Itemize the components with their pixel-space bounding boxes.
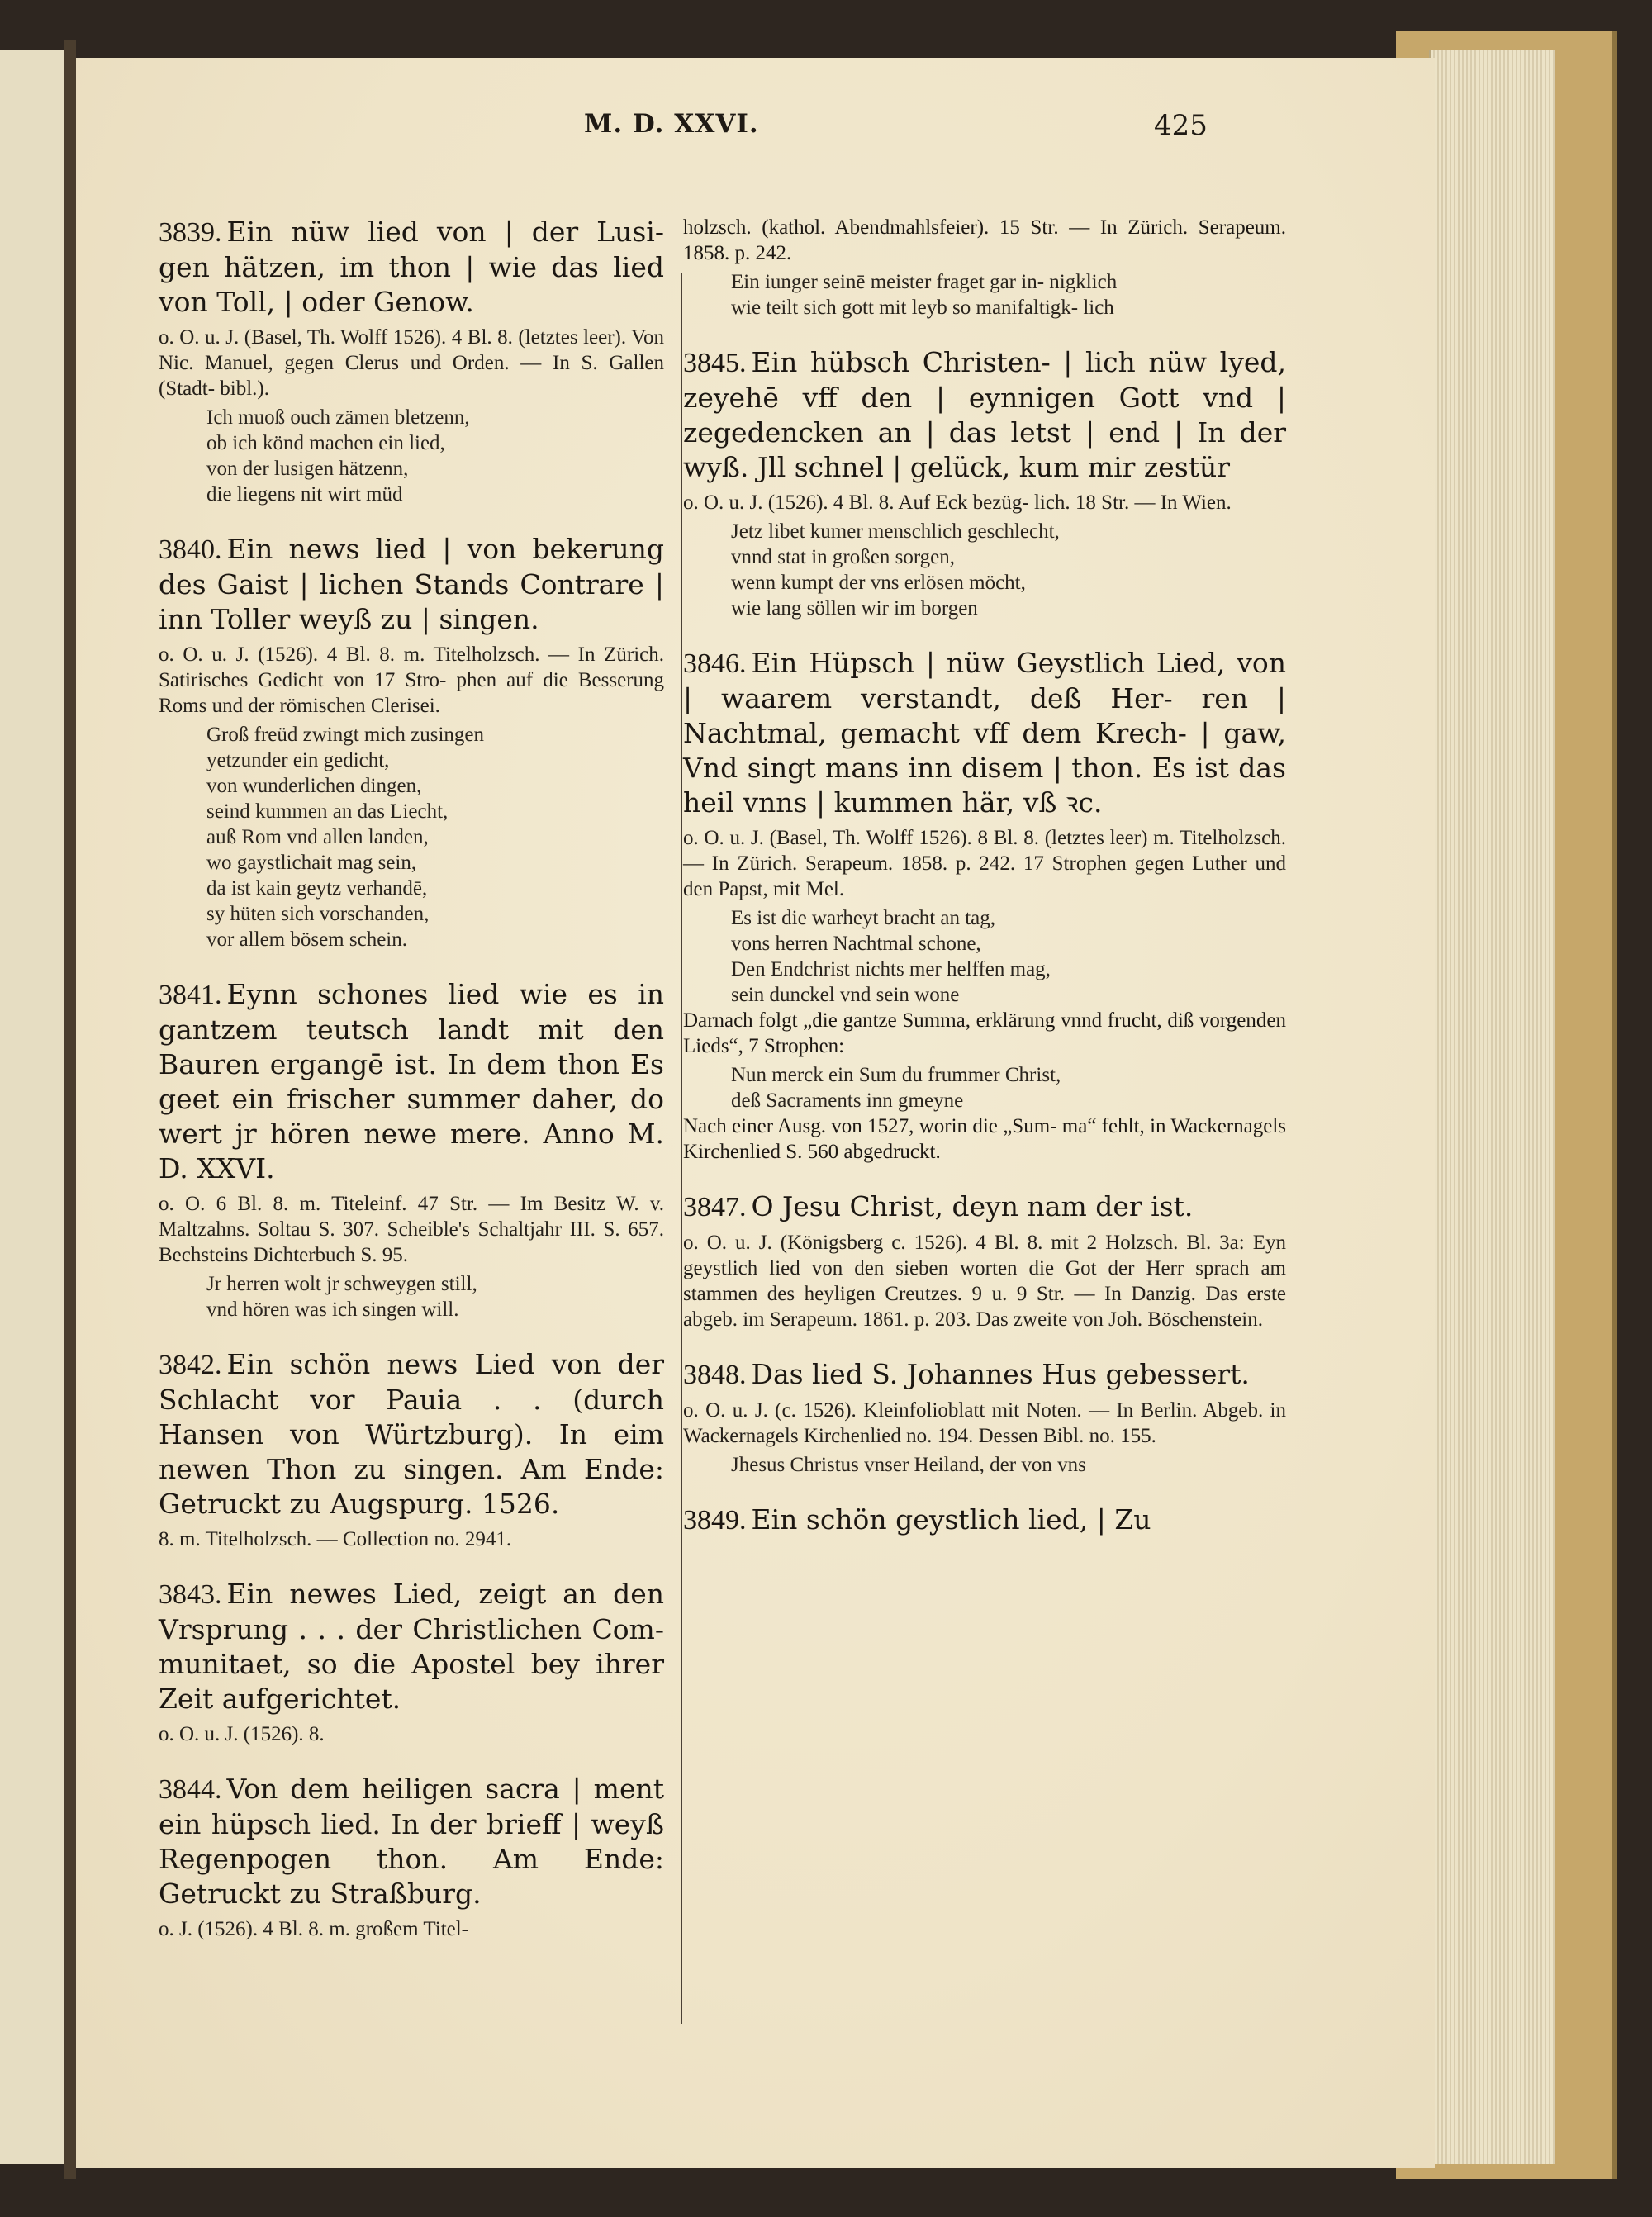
entry-note: o. O. u. J. (1526). 8.: [159, 1723, 325, 1745]
entry-number: 3842.: [159, 1350, 222, 1380]
entry-note: o. O. u. J. (c. 1526). Kleinfolioblatt mit Noten. — In Berlin. Abgeb. in Wackernagels Kirchenlied no. 194. Dessen Bibl. no. 155.: [683, 1399, 1286, 1447]
quote-line: sy hüten sich vorschanden,: [206, 903, 430, 925]
quote-line: Es ist die warheyt bracht an tag,: [731, 907, 996, 929]
entry-title: Von dem heiligen sacra | ment ein hüpsch lied. In der brieff | weyß Regenpogen thon. Am Ende: Getruckt zu Straßburg.: [159, 1773, 664, 1910]
continuation-note: holzsch. (kathol. Abendmahlsfeier). 15 Str. — In Zürich. Serapeum. 1858. p. 242.: [683, 216, 1286, 264]
entry-number: 3840.: [159, 534, 222, 565]
entry-title: Ein schön geystlich lied, | Zu: [751, 1503, 1151, 1536]
quote-line: wie lang söllen wir im borgen: [731, 597, 978, 620]
entry-3845: [683, 345, 1286, 621]
page-number: 425: [1154, 109, 1208, 142]
entry-number: 3848.: [683, 1360, 747, 1390]
quote-line: deß Sacraments inn gmeyne: [731, 1090, 964, 1112]
book-page: [76, 58, 1435, 2168]
entry-number: 3839.: [159, 217, 222, 248]
quote-line: da ist kain geytz verhandē,: [206, 877, 428, 900]
quote-line: Ich muoß ouch zämen bletzenn,: [206, 406, 470, 429]
entry-number: 3845.: [683, 348, 747, 378]
quote-line: Jhesus Christus vnser Heiland, der von vns: [731, 1454, 1086, 1476]
quote-line: vnd hören was ich singen will.: [206, 1298, 459, 1321]
quote-line: auß Rom vnd allen landen,: [206, 826, 429, 848]
quote-line: von der lusigen hätzenn,: [206, 458, 409, 480]
entry-note: 8. m. Titelholzsch. — Collection no. 2941.: [159, 1528, 512, 1550]
quote-line: Nun merck ein Sum du frummer Christ,: [731, 1064, 1061, 1086]
entry-title: O Jesu Christ, deyn nam der ist.: [751, 1190, 1194, 1222]
left-page-edge: [0, 50, 67, 2164]
entry-3849: [683, 1503, 1286, 1538]
entry-quote: [206, 405, 664, 507]
entry-quote: [731, 1452, 1286, 1478]
entry-3844: [159, 1772, 664, 1942]
quote-line: Groß freüd zwingt mich zusingen: [206, 724, 485, 746]
entry-3842: [159, 1347, 664, 1552]
entry-3846: [683, 646, 1286, 1165]
right-column: [683, 215, 1286, 1563]
entry-title: Eynn schones lied wie es in gantzem teutsch landt mit den Bauren ergangē ist. In dem thon Es geet ein frischer summer daher, do wert jr hören newe mere. Anno M. D. XXVI.: [159, 978, 664, 1184]
entry-number: 3843.: [159, 1579, 222, 1610]
left-column: [159, 215, 664, 1967]
entry-note: o. J. (1526). 4 Bl. 8. m. großem Titel-: [159, 1918, 469, 1940]
entry-note-summa: Darnach folgt „die gantze Summa, erklärung vnnd frucht, diß vorgenden Lieds“, 7 Strophen:: [683, 1009, 1286, 1057]
entry-note: o. O. u. J. (Basel, Th. Wolff 1526). 4 Bl. 8. (letztes leer). Von Nic. Manuel, gegen Clerus und Orden. — In S. Gallen (Stadt- bibl.).: [159, 326, 664, 400]
entry-3839: [159, 215, 664, 507]
entry-quote: [731, 519, 1286, 621]
entry-quote: [206, 722, 664, 952]
page-block-edges: [1429, 50, 1555, 2164]
entry-note: o. O. u. J. (1526). 4 Bl. 8. m. Titelholzsch. — In Zürich. Satirisches Gedicht von 17 Stro- phen auf die Besserung Roms und der römischen Clerisei.: [159, 643, 664, 717]
column-rule: [681, 273, 682, 2024]
entry-quote: [731, 905, 1286, 1008]
entry-note-edition: Nach einer Ausg. von 1527, worin die „Sum- ma“ fehlt, in Wackernagels Kirchenlied S. 560 abgedruckt.: [683, 1115, 1286, 1163]
entry-number: 3849.: [683, 1505, 747, 1536]
quote-line: wenn kumpt der vns erlösen möcht,: [731, 572, 1026, 594]
entry-title: Das lied S. Johannes Hus gebessert.: [751, 1358, 1250, 1390]
quote-line: seind kummen an das Liecht,: [206, 800, 449, 823]
quote-line: Jetz libet kumer menschlich geschlecht,: [731, 520, 1060, 543]
quote-line: vor allem bösem schein.: [206, 928, 407, 951]
entry-3841: [159, 977, 664, 1322]
quote-line: ob ich könd machen ein lied,: [206, 432, 445, 454]
quote-line: Jr herren wolt jr schweygen still,: [206, 1273, 477, 1295]
entry-note: o. O. u. J. (1526). 4 Bl. 8. Auf Eck bezüg- lich. 18 Str. — In Wien.: [683, 491, 1232, 514]
quote-line: Ein iunger seinē meister fraget gar in- nigklich: [731, 271, 1118, 293]
entry-3840: [159, 532, 664, 952]
entry-number: 3847.: [683, 1192, 747, 1222]
entry-title: Ein Hüpsch | nüw Geystlich Lied, von | waarem verstandt, deß Her- ren | Nachtmal, gemacht vff dem Krech- | gaw, Vnd singt mans inn disem | thon. Es ist das heil vnns | kummen här, vß ꝛc.: [683, 647, 1286, 819]
entry-title: Ein news lied | von bekerung des Gaist | lichen Stands Contrare | inn Toller weyß zu | singen.: [159, 533, 664, 635]
entry-note: o. O. u. J. (Königsberg c. 1526). 4 Bl. 8. mit 2 Holzsch. Bl. 3a: Eyn geystlich lied von den sieben worten die Got der Herr sprach am stammen des heyligen Creutzes. 9 u. 9 Str. — In Danzig. Das erste abgeb. im Serapeum. 1861. p. 203. Das zweite von Joh. Böschenstein.: [683, 1232, 1286, 1331]
quote-line: vons herren Nachtmal schone,: [731, 933, 981, 955]
quote-line: sein dunckel vnd sein wone: [731, 984, 960, 1006]
book-gutter: [64, 40, 76, 2179]
entry-3843: [159, 1577, 664, 1747]
entry-3847: [683, 1189, 1286, 1332]
entry-number: 3841.: [159, 980, 222, 1010]
entry-title: Ein schön news Lied von der Schlacht vor Pauia . . (durch Hansen von Würtzburg). In eim newen Thon zu singen. Am Ende: Getruckt zu Augspurg. 1526.: [159, 1348, 664, 1520]
entry-title: Ein nüw lied von | der Lusi- gen hätzen, im thon | wie das lied von Toll, | oder Genow.: [159, 216, 664, 318]
running-title: M. D. XXVI.: [584, 109, 759, 139]
quote-line: Den Endchrist nichts mer helffen mag,: [731, 958, 1051, 980]
quote-line: die liegens nit wirt müd: [206, 483, 403, 506]
entry-number: 3844.: [159, 1774, 222, 1805]
entry-number: 3846.: [683, 648, 747, 679]
entry-quote-summa: [731, 1062, 1286, 1113]
running-head: [76, 58, 1435, 142]
entry-title: Ein newes Lied, zeigt an den Vrsprung . . . der Christlichen Com- munitaet, so die Apostel bey ihrer Zeit aufgerichtet.: [159, 1578, 664, 1715]
entry-quote: [731, 269, 1286, 320]
quote-line: yetzunder ein gedicht,: [206, 749, 390, 771]
quote-line: vnnd stat in großen sorgen,: [731, 546, 956, 568]
entry-note: o. O. 6 Bl. 8. m. Titeleinf. 47 Str. — Im Besitz W. v. Maltzahns. Soltau S. 307. Scheible's Schaltjahr III. S. 657. Bechsteins Dichterbuch S. 95.: [159, 1193, 664, 1266]
entry-3844-continuation: [683, 215, 1286, 320]
entry-note: o. O. u. J. (Basel, Th. Wolff 1526). 8 Bl. 8. (letztes leer) m. Titelholzsch. — In Zürich. Serapeum. 1858. p. 242. 17 Strophen gegen Luther und den Papst, mit Mel.: [683, 827, 1286, 900]
quote-line: wo gaystlichait mag sein,: [206, 852, 417, 874]
quote-line: von wunderlichen dingen,: [206, 775, 422, 797]
entry-title: Ein hübsch Christen- | lich nüw lyed, zeyehē vff den | eynnigen Gott vnd | zegedencken an | das letst | end | In der wyß. Jll schnel | gelück, kum mir zestür: [683, 346, 1286, 483]
entry-quote: [206, 1271, 664, 1322]
entry-3848: [683, 1357, 1286, 1478]
quote-line: wie teilt sich gott mit leyb so manifaltigk- lich: [731, 297, 1114, 319]
